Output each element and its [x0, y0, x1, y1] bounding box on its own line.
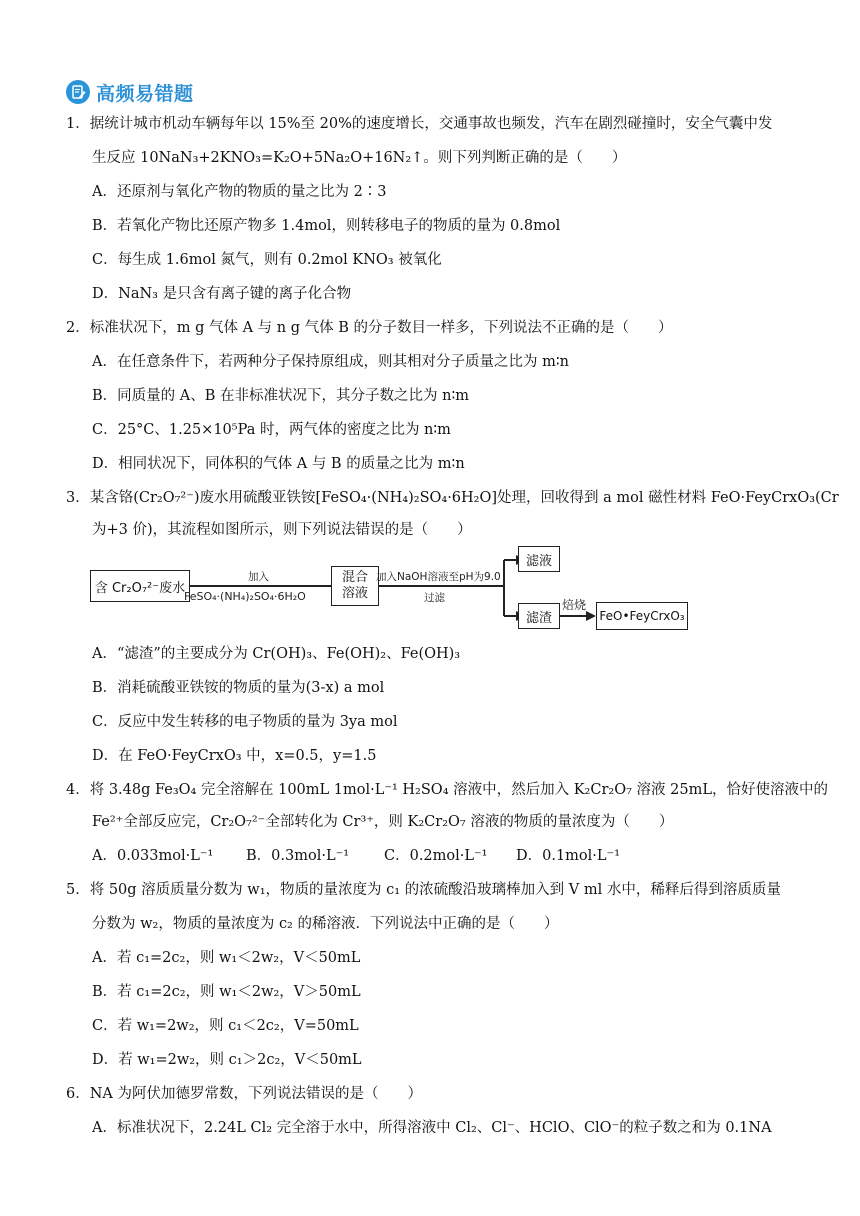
q3-option-b: B．消耗硫酸亚铁铵的物质的量为(3-x) a mol [92, 680, 385, 696]
q3-option-d: D．在 FeO·FeyCrxO₃ 中，x=0.5，y=1.5 [92, 748, 377, 764]
q3-option-a: A．“滤渣”的主要成分为 Cr(OH)₃、Fe(OH)₂、Fe(OH)₃ [92, 646, 461, 662]
flow-mix-box [331, 566, 379, 606]
q5-option-a: A．若 c₁=2c₂，则 w₁＜2w₂，V＜50mL [92, 950, 361, 966]
q2-option-c: C．25°C、1.25×10⁵Pa 时，两气体的密度之比为 n∶m [92, 422, 451, 438]
flow-add-label: 加入 [248, 571, 269, 583]
q3-stem-line2: 为+3 价)，其流程如图所示，则下列说法错误的是（ ） [92, 522, 472, 538]
flow-residue-box: 滤渣 [518, 603, 560, 629]
q1-option-d: D．NaN₃ 是只含有离子键的离子化合物 [92, 286, 352, 302]
q5-option-c: C．若 w₁=2w₂，则 c₁＜2c₂，V=50mL [92, 1018, 359, 1034]
q2-option-b: B．同质量的 A、B 在非标准状况下，其分子数之比为 n∶m [92, 388, 469, 404]
q5-option-d: D．若 w₁=2w₂，则 c₁＞2c₂，V＜50mL [92, 1052, 362, 1068]
section-title: 高频易错题 [96, 82, 194, 105]
flow-reagent-label: FeSO₄·(NH₄)₂SO₄·6H₂O [184, 590, 306, 603]
q4-option-a: A．0.033mol·L⁻¹ [92, 848, 214, 864]
q2-stem: 2．标准状况下，m g 气体 A 与 n g 气体 B 的分子数目一样多，下列说法不正确的是（ ） [66, 320, 673, 336]
q5-option-b: B．若 c₁=2c₂，则 w₁＜2w₂，V＞50mL [92, 984, 361, 1000]
q3-option-c: C．反应中发生转移的电子物质的量为 3ya mol [92, 714, 398, 730]
q5-stem-line2: 分数为 w₂，物质的量浓度为 c₂ 的稀溶液．下列说法中正确的是（ ） [92, 916, 559, 932]
process-flow-diagram [88, 540, 698, 640]
q4-stem-line2: Fe²⁺全部反应完，Cr₂O₇²⁻全部转化为 Cr³⁺，则 K₂Cr₂O₇ 溶液的物质的量浓度为（ ） [92, 814, 674, 830]
q4-option-d: D．0.1mol·L⁻¹ [516, 848, 621, 864]
q6-option-a: A．标准状况下，2.24L Cl₂ 完全溶于水中，所得溶液中 Cl₂、Cl⁻、HClO、ClO⁻的粒子数之和为 0.1NA [92, 1120, 772, 1136]
q5-stem-line1: 5．将 50g 溶质质量分数为 w₁，物质的量浓度为 c₁ 的浓硫酸沿玻璃棒加入到 V ml 水中，稀释后得到溶质质量 [66, 882, 781, 898]
section-header [66, 78, 194, 106]
q4-option-c: C．0.2mol·L⁻¹ [384, 848, 488, 864]
q2-option-a: A．在任意条件下，若两种分子保持原组成，则其相对分子质量之比为 m∶n [92, 354, 569, 370]
q3-stem-line1: 3．某含铬(Cr₂O₇²⁻)废水用硫酸亚铁铵[FeSO₄·(NH₄)₂SO₄·6H₂O]处理，回收得到 a mol 磁性材料 FeO·FeyCrxO₃(Cr [66, 490, 839, 506]
edit-doc-icon [66, 80, 90, 104]
flow-naoh-label: 加入NaOH溶液至pH为9.0 [376, 571, 501, 583]
flow-mix-line1: 混合 [341, 570, 368, 585]
q1-option-b: B．若氧化产物比还原产物多 1.4mol，则转移电子的物质的量为 0.8mol [92, 218, 561, 234]
q4-stem-line1: 4．将 3.48g Fe₃O₄ 完全溶解在 100mL 1mol·L⁻¹ H₂SO₄ 溶液中，然后加入 K₂Cr₂O₇ 溶液 25mL，恰好使溶液中的 [66, 782, 828, 798]
flow-filter-label: 过滤 [424, 592, 445, 604]
q1-stem-line1: 1．据统计城市机动车辆每年以 15%至 20%的速度增长，交通事故也频发，汽车在剧烈碰撞时，安全气囊中发 [66, 116, 773, 132]
q1-stem-line2: 生反应 10NaN₃+2KNO₃=K₂O+5Na₂O+16N₂↑。则下列判断正确的是（ ） [92, 150, 627, 166]
q2-option-d: D．相同状况下，同体积的气体 A 与 B 的质量之比为 m∶n [92, 456, 465, 472]
q1-option-c: C．每生成 1.6mol 氮气，则有 0.2mol KNO₃ 被氧化 [92, 252, 442, 268]
flow-filtrate-box: 滤液 [518, 546, 560, 572]
flow-start-box: 含 Cr₂O₇²⁻废水 [90, 570, 190, 602]
flow-roast-label: 焙烧 [562, 598, 587, 612]
flow-mix-line2: 溶液 [341, 586, 368, 601]
q1-option-a: A．还原剂与氧化产物的物质的量之比为 2∶3 [92, 184, 387, 200]
q6-stem: 6．NA 为阿伏加德罗常数，下列说法错误的是（ ） [66, 1086, 422, 1102]
flow-product-box: FeO•FeyCrxO₃ [596, 602, 688, 630]
q4-option-b: B．0.3mol·L⁻¹ [246, 848, 350, 864]
